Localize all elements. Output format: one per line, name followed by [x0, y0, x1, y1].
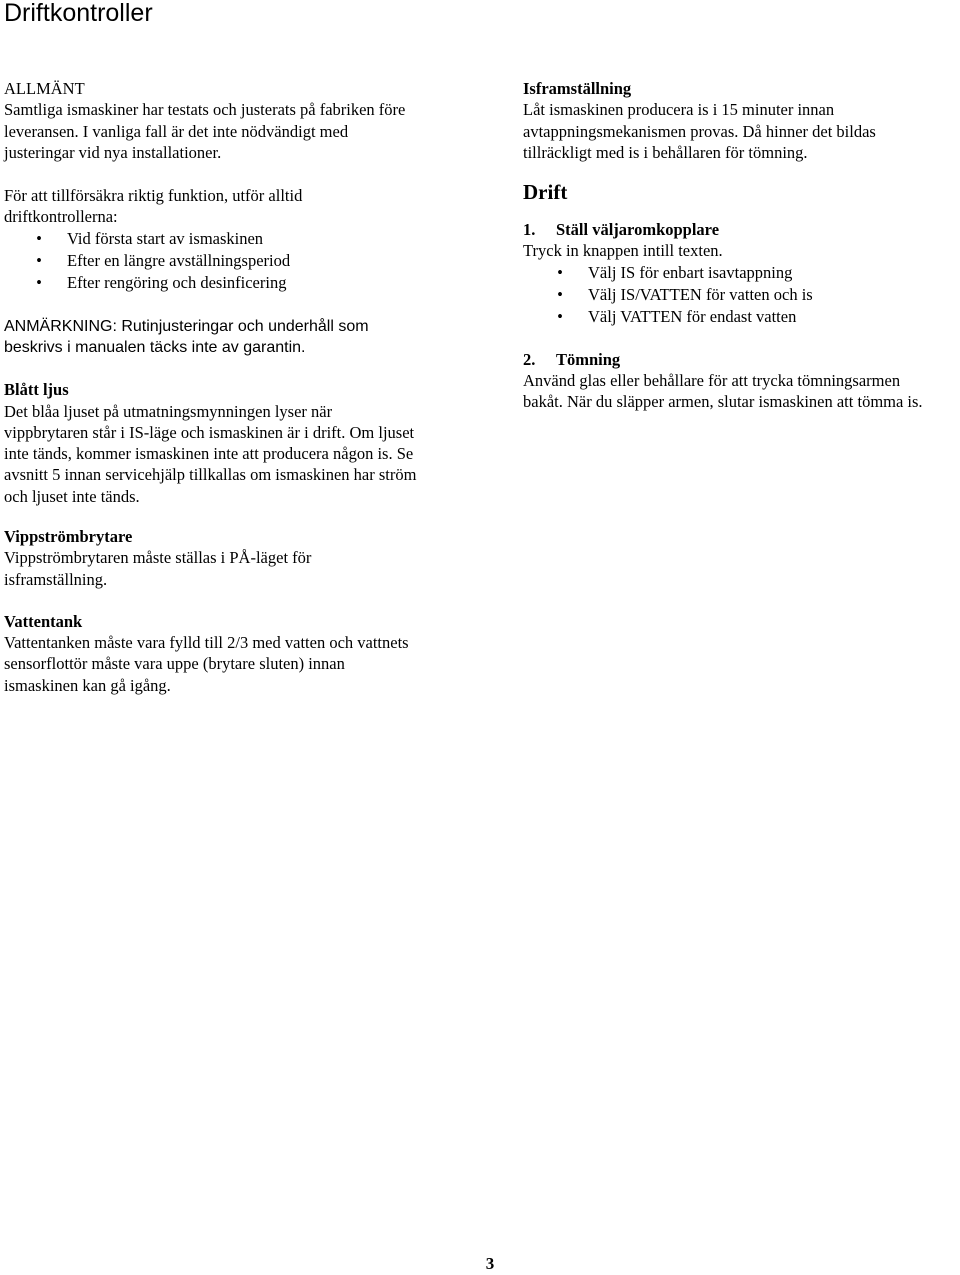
isframstallning-line: tillräckligt med is i behållaren för tömning.	[523, 142, 808, 162]
allmant-line: Samtliga ismaskiner har testats och justerats på fabriken före	[4, 100, 406, 120]
intro-line: För att tillförsäkra riktig funktion, utför alltid	[4, 186, 303, 206]
section-isframstallning	[523, 78, 960, 163]
spacer	[4, 295, 474, 316]
lower-left-column	[4, 526, 474, 696]
step-2-number: 2.	[523, 349, 536, 369]
drift-heading: Drift	[523, 180, 568, 205]
allmant-line: justeringar vid nya installationer.	[4, 142, 222, 162]
vattentank-heading: Vattentank	[4, 611, 83, 631]
blatt-ljus-line: avsnitt 5 innan servicehjälp tillkallas om ismaskinen har ström	[4, 465, 417, 485]
list-item	[523, 306, 960, 328]
bullet-icon: •	[557, 285, 563, 305]
list-item-label: Välj IS/VATTEN för vatten och is	[588, 285, 813, 305]
intro-bullet-list	[4, 228, 474, 295]
spacer	[4, 163, 474, 185]
list-item-label: Efter en längre avställningsperiod	[67, 251, 291, 271]
vattentank-line: Vattentanken måste vara fylld till 2/3 med vatten och vattnets	[4, 633, 409, 653]
section-vippstrombrytare	[4, 526, 474, 590]
list-item-label: Efter rengöring och desinficering	[67, 273, 287, 293]
blatt-ljus-line: Det blåa ljuset på utmatningsmynningen lyser när	[4, 401, 333, 421]
blatt-ljus-line: vippbrytaren står i IS-läge och ismaskinen är i drift. Om ljuset	[4, 422, 415, 442]
vattentank-line: sensorflottör måste vara uppe (brytare sluten) innan	[4, 654, 345, 674]
vippstrombrytare-heading: Vippströmbrytare	[4, 527, 133, 546]
spacer	[523, 205, 960, 219]
vattentank-line: ismaskinen kan gå igång.	[4, 675, 171, 695]
isframstallning-heading: Isframställning	[523, 79, 632, 98]
step-1-title: Ställ väljaromkopplare	[556, 220, 720, 240]
list-item-label: Välj IS för enbart isavtappning	[588, 262, 793, 282]
right-column	[523, 78, 960, 413]
bullet-icon: •	[557, 262, 563, 282]
page-number: 3	[485, 1254, 495, 1273]
intro-line: driftkontrollerna:	[4, 207, 118, 227]
step-1-text: Tryck in knappen intill texten.	[523, 241, 723, 261]
isframstallning-line: avtappningsmekanismen provas. Då hinner det bildas	[523, 121, 876, 141]
blatt-ljus-line: och ljuset inte tänds.	[4, 486, 140, 506]
list-item	[4, 250, 474, 272]
step-1-heading	[523, 219, 960, 240]
vippstrombrytare-line: Vippströmbrytaren måste ställas i PÅ-läget för	[4, 548, 312, 568]
blatt-ljus-heading: Blått ljus	[4, 380, 69, 400]
step-1-number: 1.	[523, 220, 536, 240]
section-step-2	[523, 349, 960, 413]
anmarkning-line: ANMÄRKNING: Rutinjusteringar och underhåll som	[4, 317, 369, 335]
list-item	[4, 228, 474, 250]
bullet-icon: •	[557, 307, 563, 327]
spacer	[4, 358, 474, 379]
step-2-line: bakåt. När du släpper armen, slutar ismaskinen att tömma is.	[523, 392, 923, 412]
bullet-icon: •	[36, 273, 42, 293]
section-blatt-ljus	[4, 379, 474, 507]
section-intro	[4, 185, 474, 294]
blatt-ljus-line: inte tänds, kommer ismaskinen inte att producera någon is. Se	[4, 444, 414, 464]
section-anmarkning	[4, 316, 474, 359]
section-allmant	[4, 78, 474, 163]
section-step-1	[523, 219, 960, 328]
section-vattentank	[4, 611, 474, 696]
allmant-heading: ALLMÄNT	[4, 79, 85, 98]
bullet-icon: •	[36, 251, 42, 271]
isframstallning-line: Låt ismaskinen producera is i 15 minuter innan	[523, 100, 835, 120]
list-item-label: Vid första start av ismaskinen	[67, 228, 264, 248]
step-2-heading	[523, 349, 960, 370]
list-item	[523, 284, 960, 306]
list-item	[523, 262, 960, 284]
spacer	[4, 590, 474, 611]
bullet-icon: •	[36, 228, 42, 248]
spacer	[523, 163, 960, 179]
allmant-line: leveransen. I vanliga fall är det inte nödvändigt med	[4, 121, 349, 141]
left-column	[4, 78, 474, 507]
step-2-line: Använd glas eller behållare för att trycka tömningsarmen	[523, 370, 901, 390]
list-item-label: Välj VATTEN för endast vatten	[588, 307, 797, 327]
spacer	[523, 329, 960, 349]
step-2-title: Tömning	[556, 349, 621, 369]
step-1-bullet-list	[523, 262, 960, 329]
anmarkning-line: beskrivs i manualen täcks inte av garantin.	[4, 338, 306, 356]
vippstrombrytare-line: isframställning.	[4, 569, 108, 589]
page-title: Driftkontroller	[4, 0, 153, 27]
list-item	[4, 272, 474, 294]
